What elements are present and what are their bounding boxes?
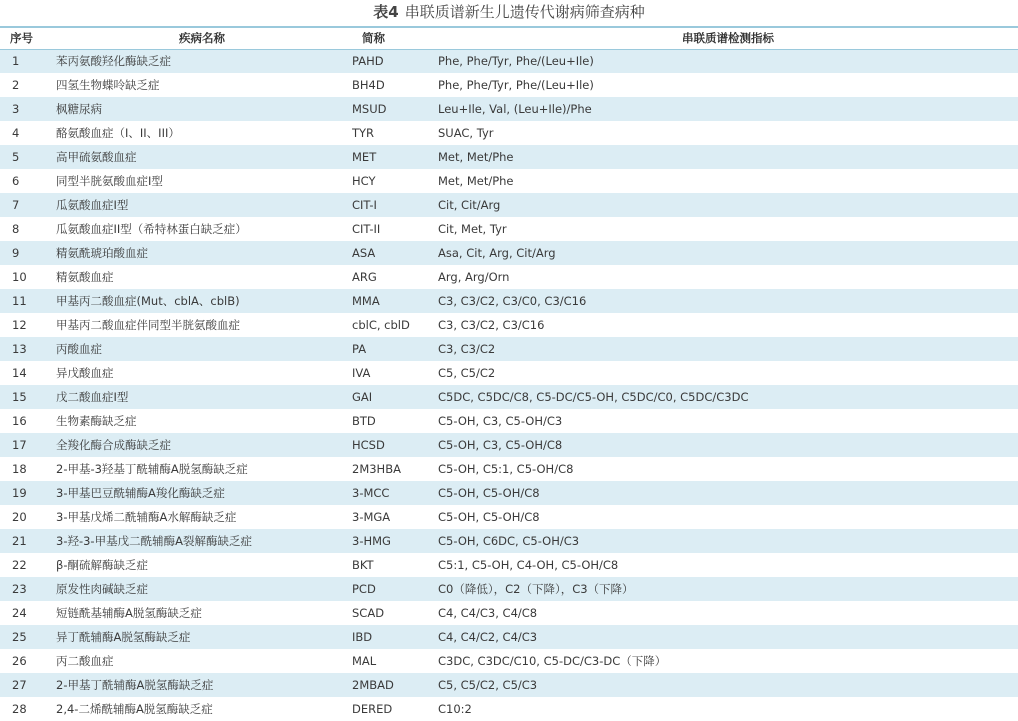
row-indicators: C5-OH, C3, C5-OH/C3 xyxy=(438,409,1018,433)
row-indicators: Cit, Met, Tyr xyxy=(438,217,1018,241)
row-disease-name: 2,4-二烯酰辅酶A脱氢酶缺乏症 xyxy=(42,697,352,721)
row-disease-name: 生物素酶缺乏症 xyxy=(42,409,352,433)
table-body xyxy=(0,49,1018,721)
row-indicators: C3, C3/C2, C3/C16 xyxy=(438,313,1018,337)
row-abbreviation: IVA xyxy=(352,361,438,385)
row-indicators: C3, C3/C2, C3/C0, C3/C16 xyxy=(438,289,1018,313)
row-abbreviation: TYR xyxy=(352,121,438,145)
table-row xyxy=(0,409,1018,433)
row-number: 14 xyxy=(0,361,42,385)
table-row xyxy=(0,649,1018,673)
row-disease-name: 原发性肉碱缺乏症 xyxy=(42,577,352,601)
row-abbreviation: DERED xyxy=(352,697,438,721)
column-header-indicators: 串联质谱检测指标 xyxy=(438,28,1018,49)
row-indicators: C5-OH, C3, C5-OH/C8 xyxy=(438,433,1018,457)
row-number: 1 xyxy=(0,49,42,73)
row-number: 5 xyxy=(0,145,42,169)
row-number: 22 xyxy=(0,553,42,577)
row-number: 17 xyxy=(0,433,42,457)
table-row xyxy=(0,289,1018,313)
row-disease-name: 2-甲基丁酰辅酶A脱氢酶缺乏症 xyxy=(42,673,352,697)
row-number: 23 xyxy=(0,577,42,601)
row-disease-name: 丙酸血症 xyxy=(42,337,352,361)
row-indicators: C4, C4/C3, C4/C8 xyxy=(438,601,1018,625)
row-indicators: C10:2 xyxy=(438,697,1018,721)
row-number: 26 xyxy=(0,649,42,673)
row-number: 28 xyxy=(0,697,42,721)
row-abbreviation: cblC, cblD xyxy=(352,313,438,337)
row-disease-name: 同型半胱氨酸血症I型 xyxy=(42,169,352,193)
table-caption-title: 串联质谱新生儿遗传代谢病筛查病种 xyxy=(404,3,645,21)
row-indicators: C3, C3/C2 xyxy=(438,337,1018,361)
row-disease-name: 苯丙氨酸羟化酶缺乏症 xyxy=(42,49,352,73)
row-number: 19 xyxy=(0,481,42,505)
table-row xyxy=(0,121,1018,145)
row-number: 2 xyxy=(0,73,42,97)
table-row xyxy=(0,265,1018,289)
row-abbreviation: HCY xyxy=(352,169,438,193)
row-indicators: C3DC, C3DC/C10, C5-DC/C3-DC（下降） xyxy=(438,649,1018,673)
row-indicators: C5, C5/C2, C5/C3 xyxy=(438,673,1018,697)
table-row xyxy=(0,145,1018,169)
row-indicators: C5-OH, C5-OH/C8 xyxy=(438,481,1018,505)
row-number: 27 xyxy=(0,673,42,697)
table-row xyxy=(0,553,1018,577)
row-abbreviation: IBD xyxy=(352,625,438,649)
table-row xyxy=(0,169,1018,193)
row-number: 8 xyxy=(0,217,42,241)
row-abbreviation: BH4D xyxy=(352,73,438,97)
header-row xyxy=(0,28,1018,49)
row-number: 15 xyxy=(0,385,42,409)
row-abbreviation: MSUD xyxy=(352,97,438,121)
row-number: 9 xyxy=(0,241,42,265)
row-indicators: Leu+Ile, Val, (Leu+Ile)/Phe xyxy=(438,97,1018,121)
row-abbreviation: 3-HMG xyxy=(352,529,438,553)
column-header-disease-name: 疾病名称 xyxy=(42,28,352,49)
row-disease-name: 瓜氨酸血症I型 xyxy=(42,193,352,217)
row-abbreviation: ARG xyxy=(352,265,438,289)
row-indicators: Cit, Cit/Arg xyxy=(438,193,1018,217)
row-disease-name: 高甲硫氨酸血症 xyxy=(42,145,352,169)
row-abbreviation: CIT-I xyxy=(352,193,438,217)
screening-table xyxy=(0,28,1018,721)
table-row xyxy=(0,217,1018,241)
row-number: 16 xyxy=(0,409,42,433)
row-disease-name: 3-甲基戊烯二酰辅酶A水解酶缺乏症 xyxy=(42,505,352,529)
row-indicators: C5, C5/C2 xyxy=(438,361,1018,385)
table-caption xyxy=(0,0,1018,26)
row-abbreviation: MAL xyxy=(352,649,438,673)
row-disease-name: 短链酰基辅酶A脱氢酶缺乏症 xyxy=(42,601,352,625)
row-number: 18 xyxy=(0,457,42,481)
row-abbreviation: GAI xyxy=(352,385,438,409)
row-number: 20 xyxy=(0,505,42,529)
row-abbreviation: 2MBAD xyxy=(352,673,438,697)
row-disease-name: 3-羟-3-甲基戊二酰辅酶A裂解酶缺乏症 xyxy=(42,529,352,553)
row-disease-name: 3-甲基巴豆酰辅酶A羧化酶缺乏症 xyxy=(42,481,352,505)
row-abbreviation: MET xyxy=(352,145,438,169)
row-disease-name: 异戊酸血症 xyxy=(42,361,352,385)
table-row xyxy=(0,73,1018,97)
row-indicators: C5-OH, C6DC, C5-OH/C3 xyxy=(438,529,1018,553)
row-number: 4 xyxy=(0,121,42,145)
table-row xyxy=(0,577,1018,601)
table-row xyxy=(0,49,1018,73)
row-disease-name: 丙二酸血症 xyxy=(42,649,352,673)
row-indicators: C5-OH, C5:1, C5-OH/C8 xyxy=(438,457,1018,481)
row-indicators: Arg, Arg/Orn xyxy=(438,265,1018,289)
row-indicators: C0（降低），C2（下降），C3（下降） xyxy=(438,577,1018,601)
row-abbreviation: 3-MCC xyxy=(352,481,438,505)
row-number: 12 xyxy=(0,313,42,337)
row-disease-name: 瓜氨酸血症II型（希特林蛋白缺乏症） xyxy=(42,217,352,241)
table-row xyxy=(0,697,1018,721)
table-row xyxy=(0,313,1018,337)
row-abbreviation: 3-MGA xyxy=(352,505,438,529)
row-disease-name: 精氨酸血症 xyxy=(42,265,352,289)
row-abbreviation: CIT-II xyxy=(352,217,438,241)
row-indicators: Phe, Phe/Tyr, Phe/(Leu+Ile) xyxy=(438,49,1018,73)
table-row xyxy=(0,97,1018,121)
row-indicators: Asa, Cit, Arg, Cit/Arg xyxy=(438,241,1018,265)
row-disease-name: 枫糖尿病 xyxy=(42,97,352,121)
table-row xyxy=(0,433,1018,457)
row-number: 11 xyxy=(0,289,42,313)
row-disease-name: 四氢生物蝶呤缺乏症 xyxy=(42,73,352,97)
row-disease-name: 异丁酰辅酶A脱氢酶缺乏症 xyxy=(42,625,352,649)
row-indicators: Phe, Phe/Tyr, Phe/(Leu+Ile) xyxy=(438,73,1018,97)
row-disease-name: 甲基丙二酸血症(Mut、cblA、cblB) xyxy=(42,289,352,313)
row-abbreviation: BKT xyxy=(352,553,438,577)
table-row xyxy=(0,673,1018,697)
column-header-abbreviation: 简称 xyxy=(352,28,438,49)
table-row xyxy=(0,505,1018,529)
table-row xyxy=(0,481,1018,505)
table-caption-label: 表4 xyxy=(373,3,399,21)
row-number: 3 xyxy=(0,97,42,121)
table-row xyxy=(0,193,1018,217)
row-indicators: C4, C4/C2, C4/C3 xyxy=(438,625,1018,649)
row-indicators: C5DC, C5DC/C8, C5-DC/C5-OH, C5DC/C0, C5DC/C3DC xyxy=(438,385,1018,409)
table-row xyxy=(0,337,1018,361)
table-row xyxy=(0,529,1018,553)
row-number: 21 xyxy=(0,529,42,553)
row-indicators: Met, Met/Phe xyxy=(438,169,1018,193)
row-number: 24 xyxy=(0,601,42,625)
row-abbreviation: HCSD xyxy=(352,433,438,457)
row-abbreviation: BTD xyxy=(352,409,438,433)
table-header xyxy=(0,28,1018,49)
row-number: 6 xyxy=(0,169,42,193)
table-row xyxy=(0,385,1018,409)
row-disease-name: β-酮硫解酶缺乏症 xyxy=(42,553,352,577)
row-abbreviation: PAHD xyxy=(352,49,438,73)
row-number: 25 xyxy=(0,625,42,649)
row-indicators: Met, Met/Phe xyxy=(438,145,1018,169)
row-abbreviation: ASA xyxy=(352,241,438,265)
row-disease-name: 2-甲基-3羟基丁酰辅酶A脱氢酶缺乏症 xyxy=(42,457,352,481)
row-disease-name: 戊二酸血症I型 xyxy=(42,385,352,409)
table-row xyxy=(0,361,1018,385)
row-disease-name: 甲基丙二酸血症伴同型半胱氨酸血症 xyxy=(42,313,352,337)
table-row xyxy=(0,601,1018,625)
row-abbreviation: 2M3HBA xyxy=(352,457,438,481)
row-indicators: SUAC, Tyr xyxy=(438,121,1018,145)
row-number: 13 xyxy=(0,337,42,361)
row-indicators: C5-OH, C5-OH/C8 xyxy=(438,505,1018,529)
row-number: 7 xyxy=(0,193,42,217)
row-disease-name: 精氨酰琥珀酸血症 xyxy=(42,241,352,265)
row-abbreviation: MMA xyxy=(352,289,438,313)
row-indicators: C5:1, C5-OH, C4-OH, C5-OH/C8 xyxy=(438,553,1018,577)
row-abbreviation: PCD xyxy=(352,577,438,601)
table-row xyxy=(0,457,1018,481)
row-disease-name: 全羧化酶合成酶缺乏症 xyxy=(42,433,352,457)
column-header-number: 序号 xyxy=(0,28,42,49)
row-abbreviation: SCAD xyxy=(352,601,438,625)
row-abbreviation: PA xyxy=(352,337,438,361)
row-disease-name: 酪氨酸血症（I、II、III） xyxy=(42,121,352,145)
table-row xyxy=(0,625,1018,649)
row-number: 10 xyxy=(0,265,42,289)
table-row xyxy=(0,241,1018,265)
